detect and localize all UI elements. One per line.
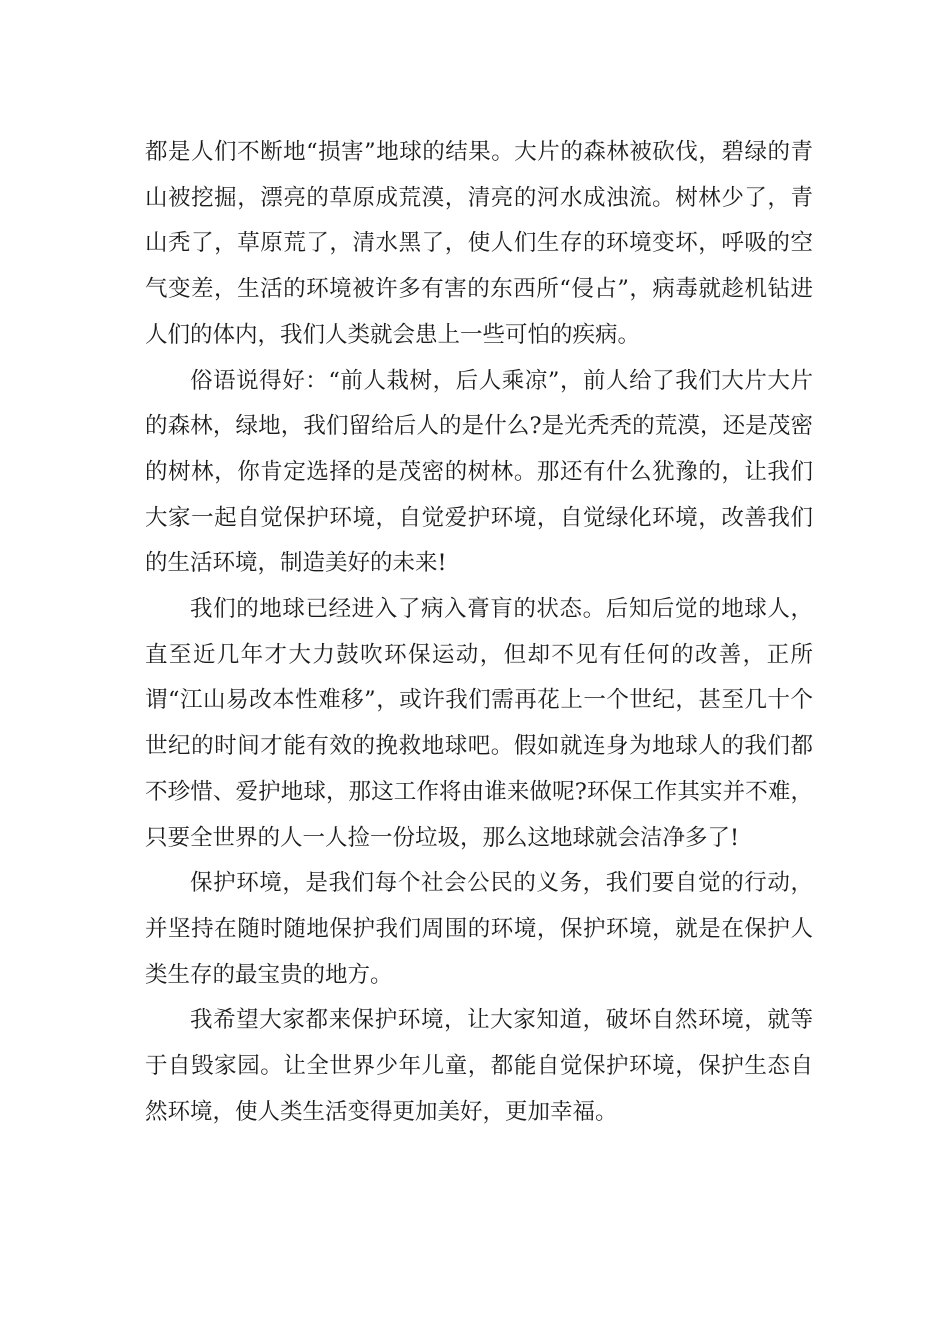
paragraph-hope: 我希望大家都来保护环境，让大家知道，破坏自然环境，就等于自毁家园。让全世界少年儿童，都能自觉保护环境，保护生态自然环境，使人类生活变得更加美好，更加幸福。 xyxy=(145,1007,813,1125)
paragraph-proverb: 俗语说得好：“前人栽树，后人乘凉”，前人给了我们大片大片的森林，绿地，我们留给后人的是什么?是光秃秃的荒漠，还是茂密的树林，你肯定选择的是茂密的树林。那还有什么犹豫的，让我们大家一起自觉保护环境，自觉爱护环境，自觉绿化环境，改善我们的生活环境，制造美好的未来! xyxy=(145,367,813,577)
document-body xyxy=(145,130,813,1135)
paragraph-civic-duty: 保护环境，是我们每个社会公民的义务，我们要自觉的行动，并坚持在随时随地保护我们周围的环境，保护环境，就是在保护人类生存的最宝贵的地方。 xyxy=(145,870,813,988)
paragraph-earth-state: 我们的地球已经进入了病入膏肓的状态。后知后觉的地球人，直至近几年才大力鼓吹环保运动，但却不见有任何的改善，正所谓“江山易改本性难移”，或许我们需再花上一个世纪，甚至几十个世纪的时间才能有效的挽救地球吧。假如就连身为地球人的我们都不珍惜、爱护地球，那这工作将由谁来做呢?环保工作其实并不难，只要全世界的人一人捡一份垃圾，那么这地球就会洁净多了! xyxy=(145,596,813,851)
paragraph-continued: 都是人们不断地“损害”地球的结果。大片的森林被砍伐，碧绿的青山被挖掘，漂亮的草原成荒漠，清亮的河水成浊流。树林少了，青山秃了，草原荒了，清水黑了，使人们生存的环境变坏，呼吸的空气变差，生活的环境被许多有害的东西所“侵占”，病毒就趁机钻进人们的体内，我们人类就会患上一些可怕的疾病。 xyxy=(145,139,813,348)
